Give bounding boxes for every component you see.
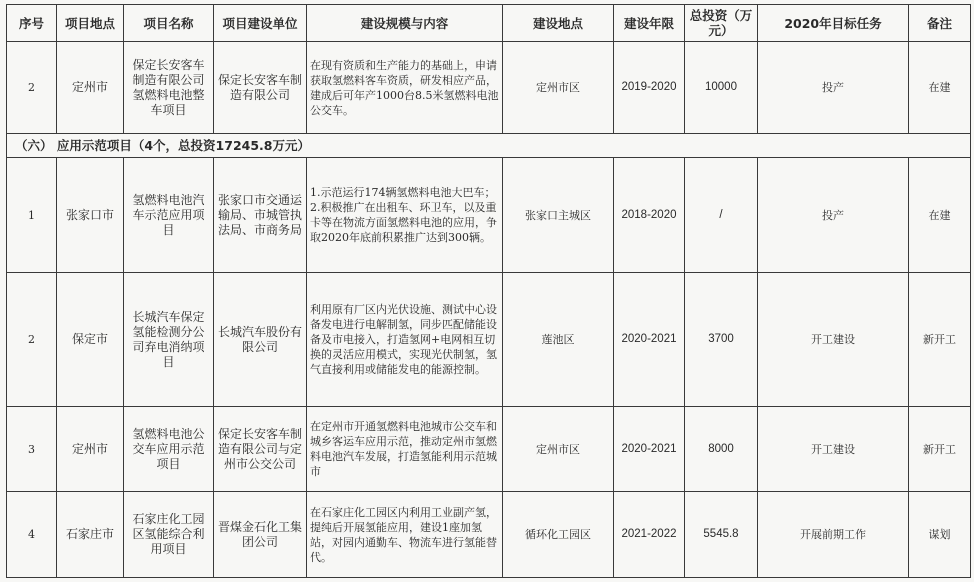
- cell-location: 保定市: [57, 273, 124, 407]
- cell-remark: 在建: [909, 42, 971, 134]
- cell-content: 1.示范运行174辆氢燃料电池大巴车；2.积极推广在出租车、环卫车，以及重卡等在物流方面氢燃料电池的应用，争取2020年底前积累推广达到300辆。: [307, 158, 503, 273]
- cell-site: 张家口主城区: [503, 158, 614, 273]
- cell-site: 莲池区: [503, 273, 614, 407]
- cell-remark: 新开工: [909, 407, 971, 492]
- cell-content: 在定州市开通氢燃料电池城市公交车和城乡客运车应用示范，推动定州市氢燃料电池汽车发展，打造氢能利用示范城市: [307, 407, 503, 492]
- cell-remark: 谋划: [909, 492, 971, 578]
- header-row: [7, 5, 971, 42]
- header-target: 2020年目标任务: [758, 5, 909, 42]
- cell-target: 开工建设: [758, 407, 909, 492]
- cell-location: 张家口市: [57, 158, 124, 273]
- table-row: [7, 273, 971, 407]
- cell-site: 循环化工园区: [503, 492, 614, 578]
- cell-name: 长城汽车保定氢能检测分公司弃电消纳项目: [124, 273, 214, 407]
- cell-unit: 长城汽车股份有限公司: [214, 273, 307, 407]
- header-content: 建设规模与内容: [307, 5, 503, 42]
- cell-site: 定州市区: [503, 407, 614, 492]
- cell-years: 2020-2021: [614, 273, 685, 407]
- cell-name: 氢燃料电池公交车应用示范项目: [124, 407, 214, 492]
- section-row: [7, 134, 971, 158]
- cell-unit: 保定长安客车制造有限公司与定州市公交公司: [214, 407, 307, 492]
- cell-site: 定州市区: [503, 42, 614, 134]
- cell-seq: 3: [7, 407, 57, 492]
- cell-years: 2018-2020: [614, 158, 685, 273]
- cell-content: 在石家庄化工园区内利用工业副产氢，提纯后开展氢能应用，建设1座加氢站，对园内通勤车、物流车进行氢能替代。: [307, 492, 503, 578]
- header-seq: 序号: [7, 5, 57, 42]
- cell-unit: 张家口市交通运输局、市城管执法局、市商务局: [214, 158, 307, 273]
- section-title: （六） 应用示范项目（4个，总投资17245.8万元）: [7, 134, 971, 158]
- table-row: [7, 492, 971, 578]
- header-site: 建设地点: [503, 5, 614, 42]
- cell-name: 氢燃料电池汽车示范应用项目: [124, 158, 214, 273]
- cell-name: 石家庄化工园区氢能综合利用项目: [124, 492, 214, 578]
- cell-remark: 新开工: [909, 273, 971, 407]
- project-table: [6, 4, 971, 578]
- cell-seq: 2: [7, 42, 57, 134]
- cell-target: 开工建设: [758, 273, 909, 407]
- table-row: [7, 407, 971, 492]
- header-name: 项目名称: [124, 5, 214, 42]
- cell-location: 定州市: [57, 407, 124, 492]
- header-location: 项目地点: [57, 5, 124, 42]
- cell-unit: 晋煤金石化工集团公司: [214, 492, 307, 578]
- cell-years: 2020-2021: [614, 407, 685, 492]
- cell-location: 石家庄市: [57, 492, 124, 578]
- cell-remark: 在建: [909, 158, 971, 273]
- header-unit: 项目建设单位: [214, 5, 307, 42]
- header-remark: 备注: [909, 5, 971, 42]
- cell-content: 在现有资质和生产能力的基础上，申请获取氢燃料客车资质，研发相应产品，建成后可年产1000台8.5米氢燃料电池公交车。: [307, 42, 503, 134]
- cell-seq: 1: [7, 158, 57, 273]
- cell-target: 投产: [758, 42, 909, 134]
- header-investment: 总投资（万元）: [685, 5, 758, 42]
- cell-unit: 保定长安客车制造有限公司: [214, 42, 307, 134]
- table-row: [7, 158, 971, 273]
- cell-seq: 4: [7, 492, 57, 578]
- cell-years: 2019-2020: [614, 42, 685, 134]
- cell-investment: 8000: [685, 407, 758, 492]
- table-row: [7, 42, 971, 134]
- cell-years: 2021-2022: [614, 492, 685, 578]
- cell-seq: 2: [7, 273, 57, 407]
- cell-target: 开展前期工作: [758, 492, 909, 578]
- header-years: 建设年限: [614, 5, 685, 42]
- cell-investment: 3700: [685, 273, 758, 407]
- cell-location: 定州市: [57, 42, 124, 134]
- cell-target: 投产: [758, 158, 909, 273]
- cell-name: 保定长安客车制造有限公司氢燃料电池整车项目: [124, 42, 214, 134]
- cell-content: 利用原有厂区内光伏设施、测试中心设备发电进行电解制氢，同步匹配储能设备及市电接入，打造氢网+电网相互切换的灵活应用模式，实现光伏制氢，氢气直接利用或储能发电的能源控制。: [307, 273, 503, 407]
- cell-investment: 10000: [685, 42, 758, 134]
- cell-investment: /: [685, 158, 758, 273]
- cell-investment: 5545.8: [685, 492, 758, 578]
